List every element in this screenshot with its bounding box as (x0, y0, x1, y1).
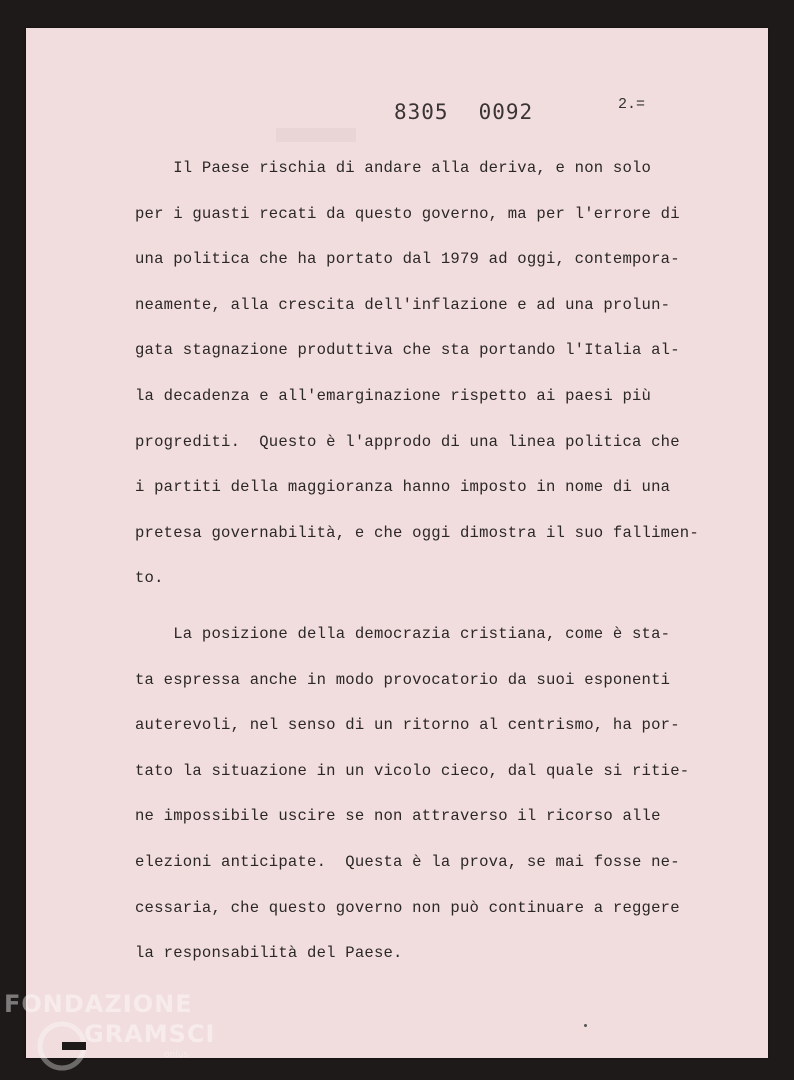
text-line: i partiti della maggioranza hanno imposto in nome di una (135, 478, 671, 497)
text-line: ta espressa anche in modo provocatorio da suoi esponenti (135, 670, 671, 689)
text-line: La posizione della democrazia cristiana, come è sta- (135, 624, 671, 643)
paragraph-gap (135, 602, 735, 612)
archive-stamp-code (394, 100, 533, 124)
archive-watermark (4, 990, 216, 1070)
text-line: per i guasti recati da questo governo, ma per l'errore di (135, 204, 680, 223)
archive-code-part-2: 0092 (478, 100, 534, 124)
text-line: una politica che ha portato dal 1979 ad oggi, contempora- (135, 250, 680, 269)
text-line: progrediti. Questo è l'approdo di una linea politica che (135, 432, 680, 451)
text-line: la responsabilità del Paese. (135, 944, 403, 963)
archive-code-part-1: 8305 (394, 100, 449, 124)
text-line: ne impossibile uscire se non attraverso il ricorso alle (135, 807, 661, 826)
paper-speck (584, 1024, 587, 1027)
page-number: 2.= (618, 96, 646, 113)
text-line: elezioni anticipate. Questa è la prova, se mai fosse ne- (135, 852, 680, 871)
watermark-small: onlus (164, 1050, 189, 1060)
typed-body-text (135, 146, 735, 977)
text-line: gata stagnazione produttiva che sta portando l'Italia al- (135, 341, 680, 360)
text-line: to. (135, 569, 164, 588)
text-line: neamente, alla crescita dell'inflazione e ad una prolun- (135, 295, 671, 314)
text-line: Il Paese rischia di andare alla deriva, e non solo (135, 159, 652, 177)
text-line: la decadenza e all'emarginazione rispetto ai paesi più (135, 386, 652, 405)
text-line: pretesa governabilità, e che oggi dimostra il suo fallimen- (135, 523, 699, 542)
document-page (26, 28, 768, 1058)
text-line: cessaria, che questo governo non può continuare a reggere (135, 898, 680, 917)
watermark-line-2: GRAMSCI (84, 1020, 216, 1048)
bleed-through-mark (276, 128, 356, 142)
text-line: auterevoli, nel senso di un ritorno al centrismo, ha por- (135, 716, 680, 735)
gramsci-logo-icon (34, 1018, 90, 1074)
text-line: tato la situazione in un vicolo cieco, dal quale si ritie- (135, 761, 690, 780)
watermark-line-1: FONDAZIONE (4, 990, 193, 1018)
